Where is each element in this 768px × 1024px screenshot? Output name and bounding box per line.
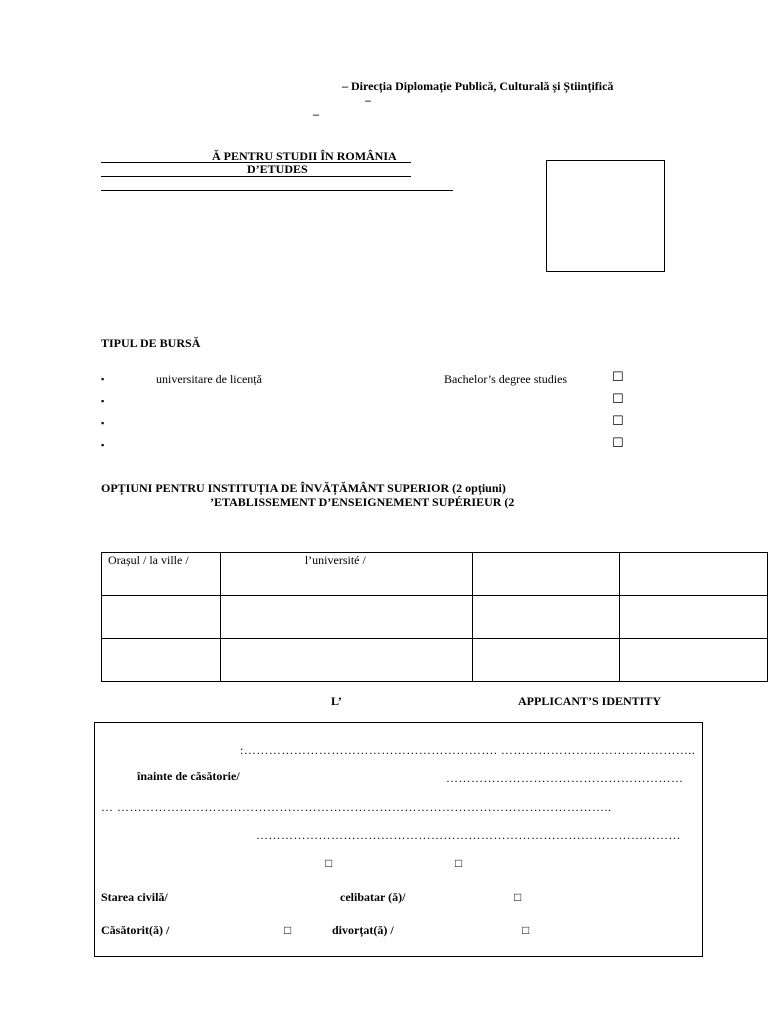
bursa-option-1-label-ro: universitare de licență: [156, 372, 262, 386]
photo-box[interactable]: [546, 160, 665, 272]
divorced-label: divorțat(ă) /: [332, 923, 394, 937]
optiuni-heading-2: ’ETABLISSEMENT D’ENSEIGNEMENT SUPÉRIEUR (2: [210, 495, 515, 509]
header-line-3: –: [313, 107, 319, 121]
header-cell-4[interactable]: [620, 553, 768, 596]
married-checkbox-icon[interactable]: □: [284, 923, 292, 937]
header-university-label: l’université /: [304, 553, 366, 567]
table-cell[interactable]: [473, 596, 620, 639]
table-row: [102, 596, 768, 639]
bullet-icon: ▪: [101, 440, 105, 450]
header-cell-city[interactable]: [102, 553, 221, 596]
checkbox-icon[interactable]: □: [325, 856, 333, 870]
divorced-checkbox-icon[interactable]: □: [522, 923, 530, 937]
header-city-label: Orașul / la ville /: [108, 553, 189, 567]
single-label: celibatar (ă)/: [340, 890, 406, 904]
table-header-row: [102, 553, 768, 596]
identity-row-1-field[interactable]: :……………………………………………………. ………………………………………..: [240, 743, 696, 757]
checkbox-icon[interactable]: ☐: [612, 370, 624, 385]
single-checkbox-icon[interactable]: □: [514, 890, 522, 904]
bursa-option-1-label-en: Bachelor’s degree studies: [444, 372, 568, 386]
title-underline-3: [101, 190, 453, 191]
table-cell[interactable]: [620, 639, 768, 682]
table-cell[interactable]: [102, 639, 221, 682]
table-row: [102, 639, 768, 682]
checkbox-icon[interactable]: ☐: [612, 392, 624, 407]
form-title-line-1: Ă PENTRU STUDII ÎN ROMÂNIA: [212, 149, 397, 163]
bullet-icon: ▪: [101, 396, 105, 406]
bursa-heading: TIPUL DE BURSĂ: [101, 336, 201, 350]
header-line-1: – Direcția Diplomație Publică, Culturală și Științifică: [342, 79, 614, 93]
optiuni-heading-1: OPȚIUNI PENTRU INSTITUȚIA DE ÎNVĂȚĂMÂNT SUPERIOR (2 opțiuni): [101, 481, 506, 495]
header-cell-university[interactable]: [220, 553, 472, 596]
identity-heading-left: L’: [331, 694, 342, 708]
title-underline-2: [101, 176, 411, 177]
header-cell-3[interactable]: [473, 553, 620, 596]
identity-row-4-field[interactable]: …………………………………………………………………………………………: [256, 828, 681, 842]
table-cell[interactable]: [102, 596, 221, 639]
table-cell[interactable]: [620, 596, 768, 639]
checkbox-icon[interactable]: □: [455, 856, 463, 870]
maiden-name-label: înainte de căsătorie/: [137, 769, 240, 783]
identity-row-3-field[interactable]: … ………………………………………………………………………………………………………..: [101, 800, 612, 814]
header-line-2: –: [365, 93, 371, 107]
checkbox-icon[interactable]: ☐: [612, 414, 624, 429]
form-title-line-2: D’ETUDES: [247, 162, 308, 176]
bullet-icon: ▪: [101, 374, 105, 384]
bullet-icon: ▪: [101, 418, 105, 428]
married-label: Căsătorit(ă) /: [101, 923, 170, 937]
identity-heading-right: APPLICANT’S IDENTITY: [518, 694, 662, 708]
table-cell[interactable]: [473, 639, 620, 682]
table-cell[interactable]: [220, 596, 472, 639]
institution-table: [101, 552, 768, 682]
civil-status-label: Starea civilă/: [101, 890, 168, 904]
table-cell[interactable]: [220, 639, 472, 682]
checkbox-icon[interactable]: ☐: [612, 436, 624, 451]
maiden-name-field[interactable]: …………………………………………………: [446, 771, 684, 785]
